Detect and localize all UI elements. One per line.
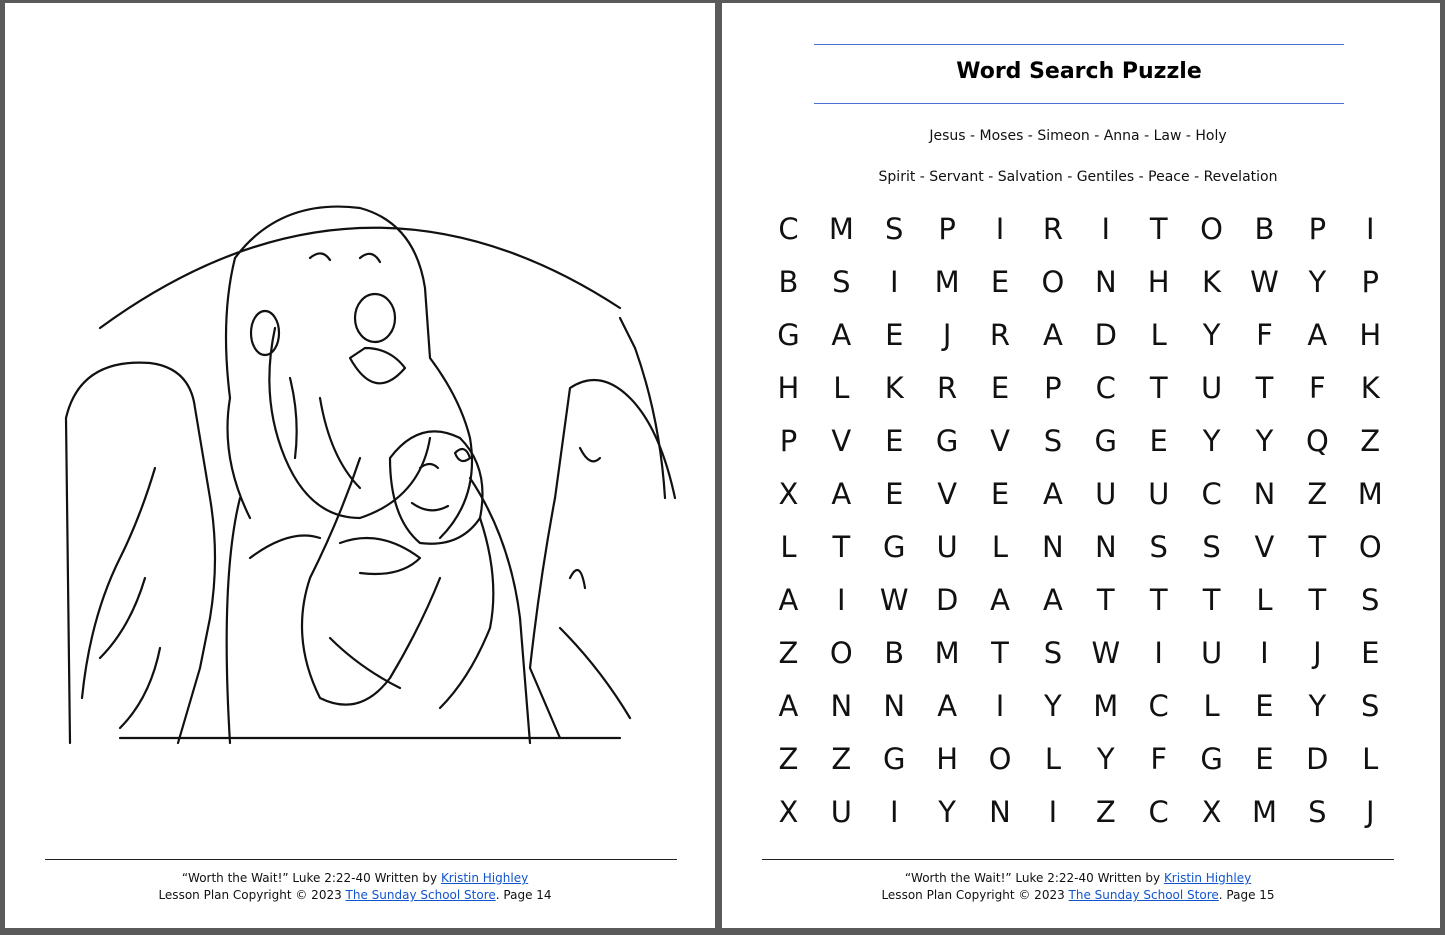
grid-letter: U <box>1095 477 1117 511</box>
grid-letter: X <box>778 477 799 511</box>
grid-letter: U <box>1200 636 1223 670</box>
grid-letter: E <box>885 318 904 352</box>
grid-letter: K <box>1202 265 1222 299</box>
grid-letter: T <box>1202 583 1221 617</box>
grid-letter: S <box>1043 424 1063 458</box>
store-link[interactable]: The Sunday School Store <box>1068 888 1219 902</box>
grid-letter: A <box>1042 477 1063 511</box>
grid-letter: G <box>882 742 906 776</box>
grid-letter: U <box>936 530 958 564</box>
grid-letter: N <box>1094 265 1117 299</box>
grid-letter: H <box>936 742 959 776</box>
grid-letter: U <box>1200 371 1223 405</box>
grid-letter: A <box>778 689 799 723</box>
footer-line-1 <box>719 870 1437 887</box>
grid-letter: C <box>1148 795 1169 829</box>
author-link[interactable]: Kristin Highley <box>440 871 529 885</box>
grid-letter: G <box>1094 424 1118 458</box>
grid-letter: E <box>1255 689 1274 723</box>
grid-letter: E <box>990 477 1010 511</box>
grid-letter: T <box>1308 583 1327 617</box>
grid-letter: Y <box>1308 689 1327 723</box>
grid-letter: N <box>883 689 906 723</box>
grid-letter: P <box>1044 371 1062 405</box>
word-search-grid <box>762 203 1397 839</box>
grid-letter: H <box>1147 265 1170 299</box>
grid-letter: P <box>779 424 798 458</box>
grid-letter: Z <box>1307 477 1328 511</box>
grid-letter: T <box>1149 212 1168 246</box>
footer-divider <box>762 859 1394 860</box>
grid-letter: C <box>778 212 799 246</box>
grid-letter: A <box>831 318 852 352</box>
grid-letter: B <box>778 265 799 299</box>
grid-letter: M <box>1251 795 1277 829</box>
grid-letter: N <box>1042 530 1064 564</box>
grid-row <box>762 415 1397 468</box>
grid-letter: T <box>991 636 1009 670</box>
page-number: . Page 15 <box>1218 888 1275 902</box>
grid-letter: O <box>988 742 1012 776</box>
footer-credit-text: “Worth the Wait!” Luke 2:22-40 Written by <box>181 871 441 885</box>
grid-letter: I <box>1101 212 1111 246</box>
footer-line-2 <box>719 887 1437 904</box>
grid-letter: L <box>1362 742 1379 776</box>
grid-letter: T <box>1096 583 1115 617</box>
grid-letter: Y <box>1044 689 1062 723</box>
right-page <box>722 3 1440 928</box>
grid-letter: M <box>828 212 854 246</box>
store-link[interactable]: The Sunday School Store <box>345 888 496 902</box>
grid-letter: Y <box>1202 318 1221 352</box>
grid-letter: E <box>1361 636 1380 670</box>
grid-letter: K <box>1360 371 1380 405</box>
grid-letter: O <box>1358 530 1382 564</box>
grid-letter: T <box>1149 371 1168 405</box>
footer-copyright-text: Lesson Plan Copyright © 2023 <box>881 888 1069 902</box>
grid-letter: E <box>885 477 904 511</box>
grid-letter: O <box>1041 265 1065 299</box>
grid-letter: T <box>1149 583 1168 617</box>
page-number: . Page 14 <box>495 888 552 902</box>
title-bottom-rule <box>814 103 1344 104</box>
grid-letter: N <box>989 795 1011 829</box>
grid-letter: U <box>830 795 852 829</box>
grid-letter: X <box>1201 795 1222 829</box>
grid-letter: T <box>832 530 851 564</box>
grid-letter: L <box>1203 689 1220 723</box>
grid-letter: G <box>777 318 800 352</box>
grid-letter: A <box>990 583 1010 617</box>
word-list-line-1: Jesus - Moses - Simeon - Anna - Law - Holy <box>929 128 1227 144</box>
grid-letter: O <box>1200 212 1223 246</box>
grid-letter: Z <box>778 742 799 776</box>
grid-letter: L <box>833 371 850 405</box>
grid-letter: I <box>995 689 1005 723</box>
grid-letter: J <box>1365 795 1375 829</box>
grid-letter: Y <box>1096 742 1115 776</box>
grid-letter: F <box>1256 318 1273 352</box>
grid-letter: T <box>1308 530 1327 564</box>
grid-letter: E <box>1255 742 1274 776</box>
grid-row <box>762 627 1397 680</box>
grid-letter: I <box>995 212 1005 246</box>
grid-letter: J <box>1313 636 1322 670</box>
grid-letter: A <box>778 583 799 617</box>
grid-letter: B <box>884 636 905 670</box>
grid-letter: H <box>1359 318 1382 352</box>
grid-letter: S <box>1043 636 1063 670</box>
grid-letter: T <box>1255 371 1274 405</box>
grid-letter: Y <box>1308 265 1327 299</box>
grid-letter: D <box>1094 318 1117 352</box>
grid-letter: V <box>937 477 958 511</box>
grid-letter: U <box>1148 477 1170 511</box>
grid-letter: S <box>1149 530 1168 564</box>
grid-letter: E <box>990 371 1010 405</box>
grid-letter: S <box>832 265 851 299</box>
grid-letter: A <box>1307 318 1328 352</box>
grid-letter: S <box>1308 795 1327 829</box>
grid-letter: E <box>1149 424 1168 458</box>
grid-letter: L <box>1044 742 1061 776</box>
grid-row <box>762 256 1397 309</box>
footer-credit-text: “Worth the Wait!” Luke 2:22-40 Written by <box>904 871 1164 885</box>
grid-row <box>762 309 1397 362</box>
grid-letter: F <box>1150 742 1168 776</box>
grid-letter: K <box>884 371 904 405</box>
grid-letter: V <box>1254 530 1275 564</box>
grid-letter: I <box>1365 212 1375 246</box>
grid-letter: E <box>885 424 904 458</box>
grid-letter: G <box>882 530 906 564</box>
grid-letter: P <box>1361 265 1379 299</box>
grid-letter: Q <box>1305 424 1329 458</box>
grid-letter: I <box>889 265 899 299</box>
grid-row <box>762 574 1397 627</box>
title-top-rule <box>814 44 1344 45</box>
grid-letter: S <box>885 212 904 246</box>
grid-letter: R <box>937 371 958 405</box>
grid-letter: O <box>829 636 853 670</box>
grid-letter: C <box>1148 689 1169 723</box>
grid-letter: M <box>1093 689 1119 723</box>
grid-letter: S <box>1361 583 1380 617</box>
grid-letter: I <box>1260 636 1269 670</box>
page-footer <box>0 870 710 904</box>
grid-letter: C <box>1201 477 1222 511</box>
left-page <box>5 3 715 928</box>
grid-letter: D <box>1306 742 1329 776</box>
grid-letter: L <box>780 530 797 564</box>
grid-letter: J <box>942 318 952 352</box>
grid-letter: F <box>1309 371 1326 405</box>
page-title: Word Search Puzzle <box>956 59 1202 84</box>
grid-letter: W <box>879 583 909 617</box>
grid-row <box>762 468 1397 521</box>
grid-letter: E <box>990 265 1010 299</box>
grid-letter: I <box>1048 795 1058 829</box>
grid-letter: N <box>830 689 853 723</box>
grid-letter: A <box>1042 583 1063 617</box>
grid-letter: X <box>778 795 799 829</box>
footer-line-2 <box>0 887 710 904</box>
grid-letter: I <box>837 583 846 617</box>
grid-letter: Y <box>1202 424 1221 458</box>
grid-letter: B <box>1254 212 1275 246</box>
grid-letter: Z <box>1360 424 1381 458</box>
grid-row <box>762 362 1397 415</box>
author-link[interactable]: Kristin Highley <box>1163 871 1252 885</box>
grid-letter: N <box>1253 477 1276 511</box>
grid-letter: Z <box>1095 795 1116 829</box>
grid-row <box>762 203 1397 256</box>
grid-letter: Z <box>778 636 799 670</box>
grid-row <box>762 521 1397 574</box>
grid-letter: L <box>1150 318 1167 352</box>
grid-letter: V <box>990 424 1010 458</box>
grid-letter: D <box>935 583 959 617</box>
grid-letter: A <box>937 689 958 723</box>
grid-letter: I <box>1154 636 1163 670</box>
grid-letter: P <box>1308 212 1327 246</box>
grid-letter: M <box>1357 477 1383 511</box>
grid-letter: H <box>777 371 800 405</box>
grid-letter: G <box>935 424 959 458</box>
grid-letter: W <box>1091 636 1121 670</box>
word-list-line-2: Spirit - Servant - Salvation - Gentiles - Peace - Revelation <box>878 169 1278 185</box>
grid-letter: Z <box>831 742 852 776</box>
grid-letter: M <box>934 636 960 670</box>
grid-row <box>762 680 1397 733</box>
grid-letter: L <box>991 530 1009 564</box>
footer-copyright-text: Lesson Plan Copyright © 2023 <box>158 888 346 902</box>
grid-letter: L <box>1256 583 1273 617</box>
grid-letter: R <box>989 318 1011 352</box>
grid-letter: C <box>1095 371 1116 405</box>
grid-letter: I <box>889 795 899 829</box>
grid-row <box>762 786 1397 839</box>
grid-letter: S <box>1202 530 1221 564</box>
grid-letter: W <box>1250 265 1279 299</box>
grid-letter: A <box>831 477 852 511</box>
footer-line-1 <box>0 870 710 887</box>
grid-letter: G <box>1200 742 1223 776</box>
grid-letter: Y <box>1255 424 1274 458</box>
grid-letter: N <box>1094 530 1117 564</box>
grid-row <box>762 733 1397 786</box>
grid-letter: Y <box>938 795 956 829</box>
grid-letter: S <box>1361 689 1380 723</box>
grid-letter: R <box>1042 212 1063 246</box>
grid-letter: V <box>831 424 852 458</box>
grid-letter: M <box>934 265 960 299</box>
page-footer <box>719 870 1437 904</box>
grid-letter: P <box>938 212 956 246</box>
footer-divider <box>45 859 677 860</box>
grid-letter: A <box>1042 318 1063 352</box>
simeon-holding-baby-jesus-illustration <box>60 198 680 758</box>
